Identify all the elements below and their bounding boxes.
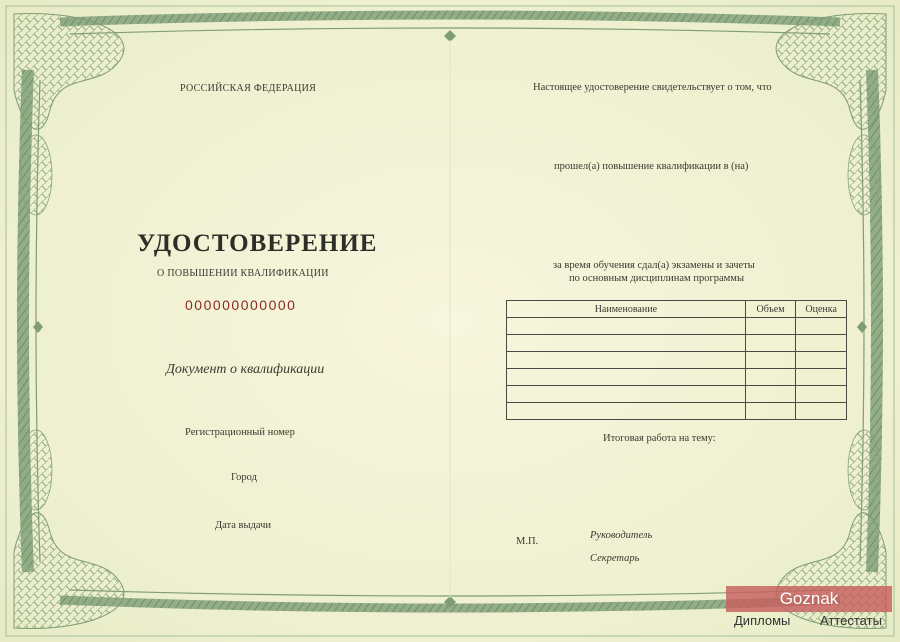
table-cell xyxy=(507,352,746,369)
table-cell xyxy=(796,318,847,335)
registration-number-label: Регистрационный номер xyxy=(185,427,295,438)
watermark-right-word: Аттестаты xyxy=(820,613,882,628)
table-cell xyxy=(507,335,746,352)
table-cell xyxy=(745,369,796,386)
country-label: РОССИЙСКАЯ ФЕДЕРАЦИЯ xyxy=(180,83,317,94)
final-work-label: Итоговая работа на тему: xyxy=(603,433,716,444)
table-row xyxy=(507,318,847,335)
table-row xyxy=(507,386,847,403)
table-cell xyxy=(507,403,746,420)
table-cell xyxy=(745,403,796,420)
stamp-label: М.П. xyxy=(516,536,539,547)
table-header-row xyxy=(507,301,847,318)
table-row xyxy=(507,335,847,352)
secretary-label: Секретарь xyxy=(590,553,640,564)
header-volume: Объем xyxy=(745,301,796,318)
serial-number: 000000000000 xyxy=(185,297,297,313)
table-cell xyxy=(745,386,796,403)
head-label: Руководитель xyxy=(590,530,653,541)
table-cell xyxy=(796,352,847,369)
table-cell xyxy=(745,318,796,335)
table-cell xyxy=(745,352,796,369)
table-cell xyxy=(507,318,746,335)
disciplines-table xyxy=(506,300,847,420)
table-cell xyxy=(507,386,746,403)
table-cell xyxy=(507,369,746,386)
exams-line-1: за время обучения сдал(а) экзамены и зачеты xyxy=(553,260,755,271)
table-cell xyxy=(796,386,847,403)
table-cell xyxy=(796,403,847,420)
table-row xyxy=(507,403,847,420)
exams-line-2: по основным дисциплинам программы xyxy=(569,273,745,284)
header-name: Наименование xyxy=(507,301,746,318)
document-type: Документ о квалификации xyxy=(166,362,325,377)
table-cell xyxy=(796,369,847,386)
watermark-brand: Goznak xyxy=(726,586,892,612)
table-row xyxy=(507,352,847,369)
completed-text: прошел(а) повышение квалификации в (на) xyxy=(554,161,749,172)
goznak-watermark xyxy=(726,586,892,634)
header-grade: Оценка xyxy=(796,301,847,318)
certificate-subtitle: О ПОВЫШЕНИИ КВАЛИФИКАЦИИ xyxy=(157,268,329,279)
watermark-footer xyxy=(726,612,892,630)
certifies-text: Настоящее удостоверение свидетельствует о том, что xyxy=(533,82,772,93)
table-cell xyxy=(796,335,847,352)
issue-date-label: Дата выдачи xyxy=(215,520,272,531)
certificate-title: УДОСТОВЕРЕНИЕ xyxy=(137,230,378,257)
watermark-left-word: Дипломы xyxy=(734,613,791,628)
table-cell xyxy=(745,335,796,352)
city-label: Город xyxy=(231,472,257,483)
table-row xyxy=(507,369,847,386)
